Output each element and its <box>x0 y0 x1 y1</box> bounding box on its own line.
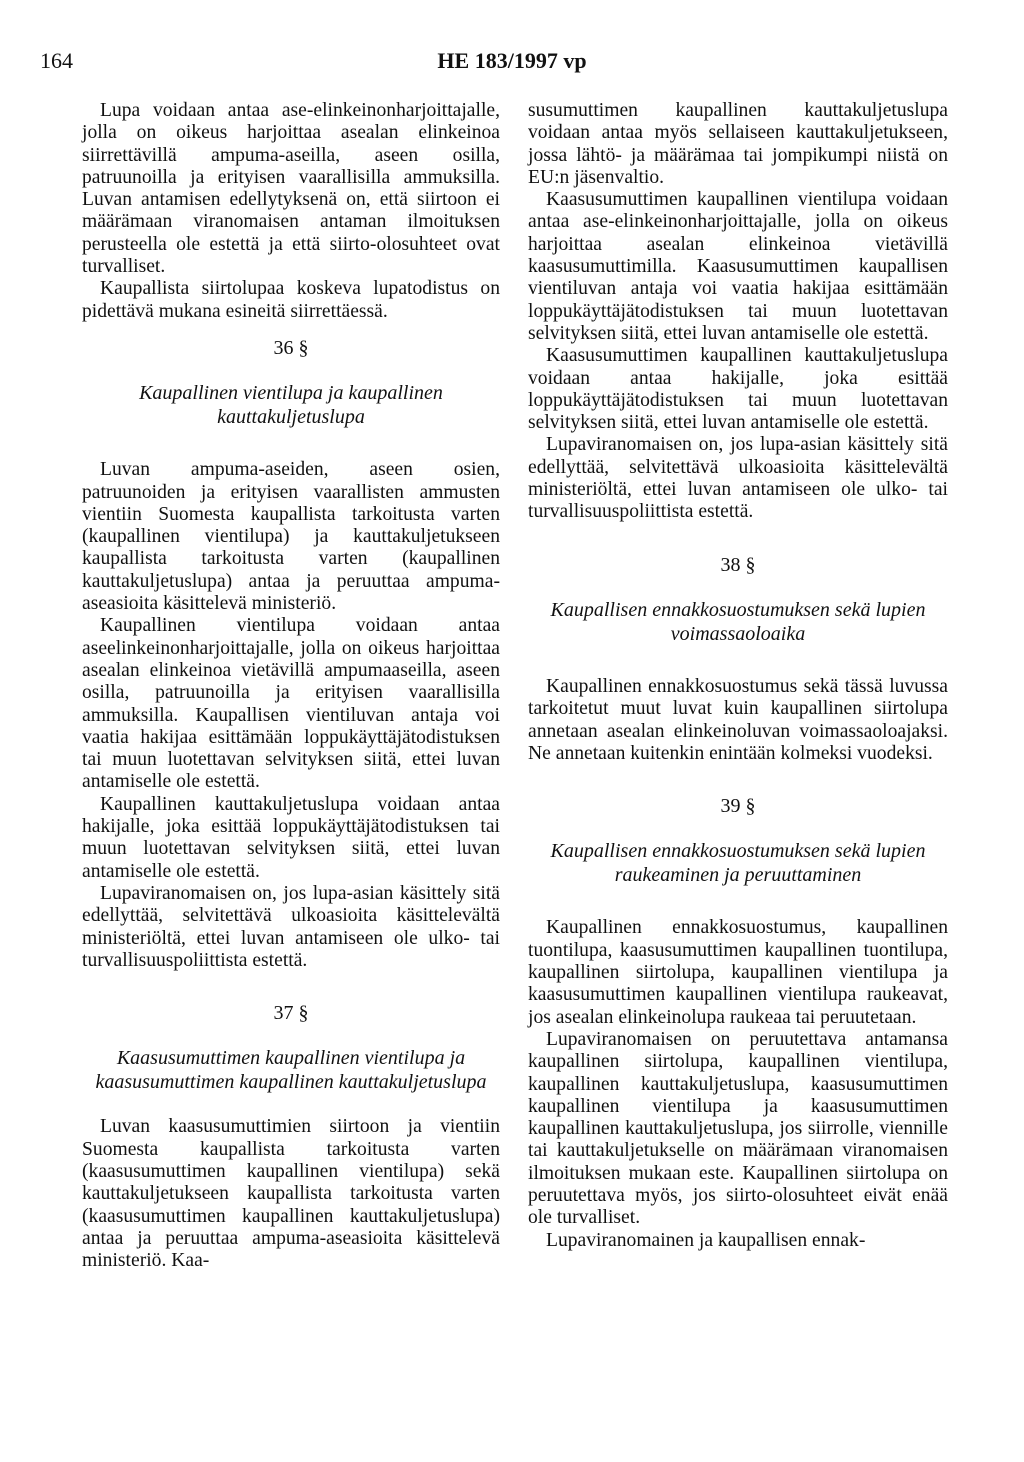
paragraph: Kaupallinen ennakkosuostumus, kaupallinen tuontilupa, kaasusumuttimen kaupallinen tuontilupa, kaupallinen siirtolupa, kaupallinen vientilupa ja kaasusumuttimen kaupallinen vientilupa raukeavat, jos asealan elinkeinolupa raukeaa tai peruutetaan. <box>528 917 948 1028</box>
left-column <box>82 100 500 1272</box>
paragraph: Kaupallinen kauttakuljetuslupa voidaan antaa hakijalle, joka esittää loppukäyttäjätodistuksen tai muun luotettavan selvityksen siitä, ettei luvan antamiselle ole estettä. <box>82 793 500 882</box>
section-number-37: 37 § <box>273 1002 309 1025</box>
paragraph: Kaupallinen ennakkosuostumus sekä tässä luvussa tarkoitetut muut luvat kuin kaupallinen siirtolupa annetaan asealan elinkeinoluvan voimassaoloajaksi. Ne annetaan kuitenkin enintään kolmeksi vuodeksi. <box>528 675 948 764</box>
paragraph: Lupaviranomainen ja kaupallisen ennak- <box>546 1229 866 1251</box>
paragraph: Kaasusumuttimen kaupallinen vientilupa voidaan antaa ase-elinkeinonharjoittajalle, jolla on oikeus harjoittaa asealan elinkeinoa vietävillä kaasusumuttimilla. Kaasusumuttimen kaupallisen vientiluvan antaja voi vaatia hakijaa esittämään loppukäyttäjätodistuksen tai muun luotettavan selvityksen siitä, ettei luvan antamiselle ole estettä. <box>528 189 948 344</box>
paragraph: Lupa voidaan antaa ase-elinkeinonharjoittajalle, jolla on oikeus harjoittaa asealan elinkeinoa siirrettävillä ampuma-aseilla, aseen osilla, patruunoilla ja erityisen vaarallisilla ammuksilla. Luvan antamisen edellytyksenä on, että siirtoon ei määrämaan viranomaisen antaman ilmoituksen perusteella ole estettä ja että siirto-olosuhteet ovat turvalliset. <box>82 100 500 278</box>
paragraph: Lupaviranomaisen on, jos lupa-asian käsittely sitä edellyttää, selvitettävä ulkoasioita käsittelevältä ministeriöltä, ettei luvan antamiseen ole ulko- tai turvallisuuspoliittista estettä. <box>82 882 500 971</box>
document-id: HE 183/1997 vp <box>437 48 587 73</box>
section-title-38: Kaupallisen ennakkosuostumuksen sekä lupien voimassaoloaika <box>550 598 926 645</box>
paragraph: Lupaviranomaisen on peruutettava antamansa kaupallinen siirtolupa, kaupallinen vientilupa, kaupallinen kauttakuljetuslupa, kaasusumuttimen kaupallinen vientilupa ja kaasusumuttimen kaupallinen kauttakuljetuslupa, jos siirrolle, viennille tai kauttakuljetukselle on määrämaan viranomaisen ilmoituksen mukaan este. Kaupallinen siirtolupa on peruutettava myös, jos siirto-olosuhteet eivät enää ole turvalliset. <box>528 1028 948 1229</box>
paragraph: Kaupallista siirtolupaa koskeva lupatodistus on pidettävä mukana esineitä siirrettäessä. <box>82 278 500 322</box>
paragraph: Kaasusumuttimen kaupallinen kauttakuljetuslupa voidaan antaa hakijalle, joka esittää loppukäyttäjätodistuksen tai muun luotettavan selvityksen siitä, ettei luvan antamiselle ole estettä. <box>528 345 948 434</box>
page-number: 164 <box>40 48 73 73</box>
paragraph: Luvan kaasusumuttimien siirtoon ja vientiin Suomesta kaupallista tarkoitusta varten (kaasusumuttimen kaupallinen vientilupa) sekä kauttakuljetukseen kaupallista tarkoitusta varten (kaasusumuttimen kaupallinen kauttakuljetuslupa) antaa ja peruuttaa ampuma-aseasioita käsittelevä ministeriö. Kaa- <box>82 1116 500 1272</box>
section-number-39: 39 § <box>720 795 756 818</box>
section-title-37: Kaasusumuttimen kaupallinen vientilupa ja kaasusumuttimen kaupallinen kauttakuljetuslupa <box>95 1047 487 1094</box>
section-number-36: 36 § <box>273 336 309 359</box>
paragraph: Luvan ampuma-aseiden, aseen osien, patruunoiden ja erityisen vaarallisten ammusten vientiin Suomesta kaupallista tarkoitusta varten (kaupallinen vientilupa) ja kauttakuljetukseen kaupallista tarkoitusta varten (kaupallinen kauttakuljetuslupa) antaa ja peruuttaa ampuma-aseasioita käsittelevä ministeriö. <box>82 459 500 615</box>
paragraph: susumuttimen kaupallinen kauttakuljetuslupa voidaan antaa myös sellaiseen kauttakuljetukseen, jossa lähtö- ja määrämaa tai jompikumpi niistä on EU:n jäsenvaltio. <box>528 100 948 188</box>
section-title-39: Kaupallisen ennakkosuostumuksen sekä lupien raukeaminen ja peruuttaminen <box>550 840 926 887</box>
paragraph: Lupaviranomaisen on, jos lupa-asian käsittely sitä edellyttää, selvitettävä ulkoasioita käsittelevältä ministeriöltä, ettei luvan antamiseen ole ulko- tai turvallisuuspoliittista estettä. <box>528 434 948 523</box>
section-title-36: Kaupallinen vientilupa ja kaupallinen kauttakuljetuslupa <box>139 382 443 429</box>
section-number-38: 38 § <box>720 553 756 576</box>
right-column <box>528 100 948 1252</box>
paragraph: Kaupallinen vientilupa voidaan antaa aseelinkeinonharjoittajalle, jolla on oikeus harjoittaa asealan elinkeinoa vietävillä ampumaaseilla, aseen osilla, patruunoilla ja erityisen vaarallisilla ammuksilla. Kaupallisen vientiluvan antaja voi vaatia hakijaa esittämään loppukäyttäjätodistuksen tai muun luotettavan selvityksen siitä, ettei luvan antamiselle ole estettä. <box>82 615 500 793</box>
